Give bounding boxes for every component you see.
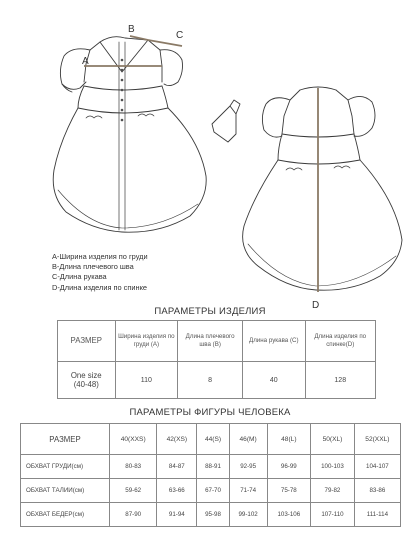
size-cell — [58, 362, 116, 399]
header-size: РАЗМЕР — [58, 321, 116, 362]
figure-params-table — [20, 423, 401, 527]
label-a: A — [82, 56, 89, 67]
value-cell: 95-98 — [197, 503, 229, 527]
value-cell: 91-94 — [157, 503, 197, 527]
figure-params-title: ПАРАМЕТРЫ ФИГУРЫ ЧЕЛОВЕКА — [129, 407, 291, 418]
value-cell: 83-86 — [354, 479, 400, 503]
header-chest-width: Ширина изделия по груди (А) — [115, 321, 178, 362]
measurement-legend — [52, 252, 148, 293]
legend-item-d: D-Длина изделия по спинке — [52, 282, 148, 292]
value-cell: 96-99 — [267, 455, 311, 479]
table-row — [58, 362, 376, 399]
size-line-2: (40-48) — [73, 380, 99, 389]
value-cell: 100-103 — [311, 455, 355, 479]
table-row — [21, 455, 401, 479]
value-cell: 40 — [243, 362, 305, 399]
value-cell: 84-87 — [157, 455, 197, 479]
header-size-col: 44(S) — [197, 424, 229, 455]
value-cell: 87-90 — [110, 503, 157, 527]
value-cell: 67-70 — [197, 479, 229, 503]
header-back-length: Длина изделия по спинке(D) — [305, 321, 376, 362]
table-header-row — [58, 321, 376, 362]
value-cell: 111-114 — [354, 503, 400, 527]
header-size-col: 48(L) — [267, 424, 311, 455]
value-cell: 80-83 — [110, 455, 157, 479]
value-cell: 103-106 — [267, 503, 311, 527]
back-dress-drawing — [243, 87, 402, 290]
value-cell: 63-66 — [157, 479, 197, 503]
table-row — [21, 503, 401, 527]
legend-item-c: C-Длина рукава — [52, 272, 107, 282]
header-size: РАЗМЕР — [21, 424, 110, 455]
value-cell: 79-82 — [311, 479, 355, 503]
value-cell: 110 — [115, 362, 178, 399]
legend-item-b: B-Длина плечевого шва — [52, 262, 134, 272]
product-params-title: ПАРАМЕТРЫ ИЗДЕЛИЯ — [154, 306, 266, 317]
header-size-col: 50(XL) — [311, 424, 355, 455]
value-cell: 104-107 — [354, 455, 400, 479]
product-params-table — [57, 320, 376, 399]
row-label: ОБХВАТ БЕДЕР(см) — [21, 503, 110, 527]
size-line-1: One size — [70, 371, 102, 380]
value-cell: 107-110 — [311, 503, 355, 527]
label-c: C — [176, 30, 184, 41]
header-size-col: 46(M) — [229, 424, 267, 455]
value-cell: 8 — [178, 362, 243, 399]
header-size-col: 52(XXL) — [354, 424, 400, 455]
header-size-col: 42(XS) — [157, 424, 197, 455]
value-cell: 75-78 — [267, 479, 311, 503]
label-d: D — [312, 300, 320, 311]
header-shoulder-length: Длина плечевого шва (В) — [178, 321, 243, 362]
value-cell: 99-102 — [229, 503, 267, 527]
row-label: ОБХВАТ ГРУДИ(см) — [21, 455, 110, 479]
front-buttons — [121, 59, 124, 122]
value-cell: 71-74 — [229, 479, 267, 503]
value-cell: 59-62 — [110, 479, 157, 503]
header-size-col: 40(XXS) — [110, 424, 157, 455]
label-b: B — [128, 24, 135, 35]
table-header-row — [21, 424, 401, 455]
header-sleeve-length: Длина рукава (С) — [243, 321, 305, 362]
row-label: ОБХВАТ ТАЛИИ(см) — [21, 479, 110, 503]
table-row — [21, 479, 401, 503]
belt-tie-drawing — [212, 100, 240, 142]
value-cell: 88-91 — [197, 455, 229, 479]
value-cell: 92-95 — [229, 455, 267, 479]
legend-item-a: A-Ширина изделия по груди — [52, 252, 148, 261]
value-cell: 128 — [305, 362, 376, 399]
